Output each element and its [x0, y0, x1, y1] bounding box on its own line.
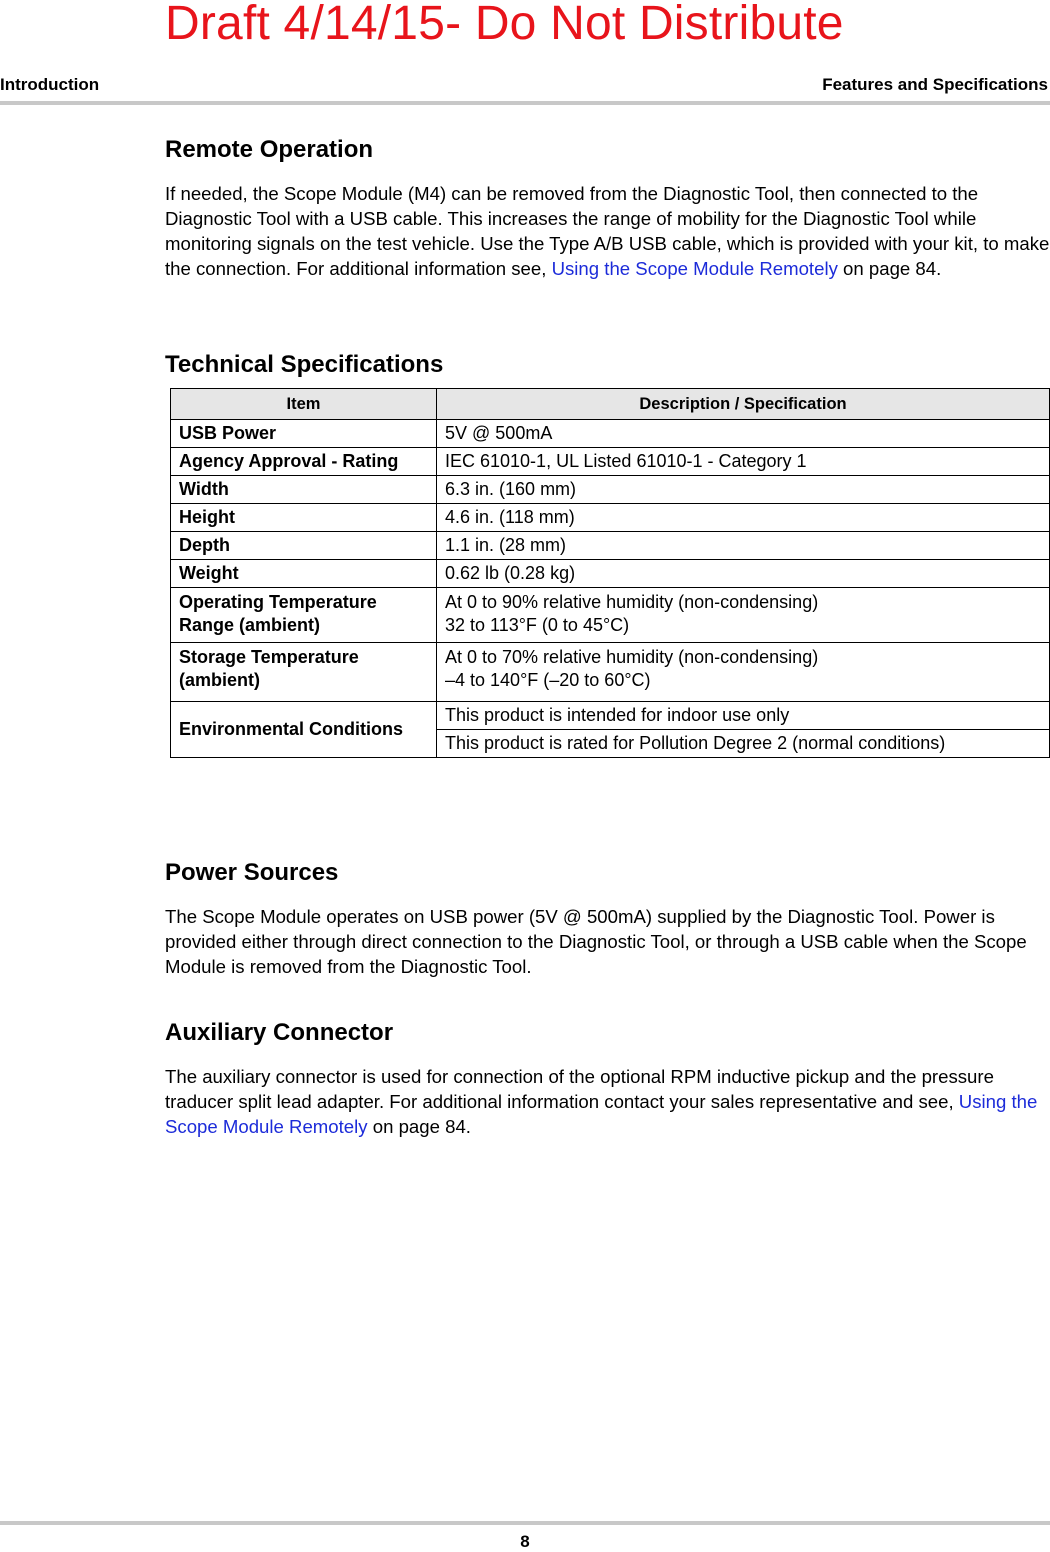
- technical-specifications-heading: Technical Specifications: [165, 351, 444, 378]
- table-row: [171, 420, 1050, 448]
- row-item: USB Power: [171, 420, 437, 448]
- specifications-table: [170, 388, 1050, 758]
- table-header-row: [171, 389, 1050, 420]
- auxiliary-connector-page-ref: on page 84.: [367, 1116, 471, 1137]
- row-description-line: –4 to 140°F (–20 to 60°C): [445, 670, 651, 690]
- row-description: 4.6 in. (118 mm): [437, 504, 1050, 532]
- table-row: [171, 476, 1050, 504]
- column-header-item: Item: [171, 389, 437, 420]
- draft-watermark: Draft 4/14/15- Do Not Distribute: [165, 0, 844, 50]
- row-description: 6.3 in. (160 mm): [437, 476, 1050, 504]
- row-description: 5V @ 500mA: [437, 420, 1050, 448]
- row-description: IEC 61010-1, UL Listed 61010-1 - Category 1: [437, 448, 1050, 476]
- table-row: [171, 532, 1050, 560]
- table-row: [171, 588, 1050, 643]
- row-description-line: 32 to 113°F (0 to 45°C): [445, 615, 630, 635]
- auxiliary-connector-body: The auxiliary connector is used for connection of the optional RPM inductive pickup and the pressure traducer split lead adapter. For additional information contact your sales representative and see,: [165, 1066, 994, 1112]
- remote-operation-heading: Remote Operation: [165, 136, 374, 163]
- footer-rule: [0, 1521, 1050, 1525]
- row-description: 1.1 in. (28 mm): [437, 532, 1050, 560]
- row-item: Environmental Conditions: [171, 702, 437, 758]
- row-description: 0.62 lb (0.28 kg): [437, 560, 1050, 588]
- row-item: Depth: [171, 532, 437, 560]
- row-description-line: At 0 to 70% relative humidity (non-condensing): [445, 647, 819, 667]
- remote-operation-section: [165, 136, 1050, 281]
- header-chapter: Features and Specifications: [822, 75, 1048, 94]
- table-row: [171, 702, 1050, 730]
- table-row: [171, 448, 1050, 476]
- row-description-line: At 0 to 90% relative humidity (non-condensing): [445, 592, 819, 612]
- power-sources-text: The Scope Module operates on USB power (5V @ 500mA) supplied by the Diagnostic Tool. Power is provided either through direct connection to the Diagnostic Tool, or through a USB cable when the Scope Module is removed from the Diagnostic Tool.: [165, 906, 1027, 977]
- remote-operation-page-ref: on page 84.: [837, 258, 942, 279]
- auxiliary-connector-heading: Auxiliary Connector: [165, 1019, 394, 1046]
- column-header-description: Description / Specification: [437, 389, 1050, 420]
- power-sources-section: [165, 859, 1050, 979]
- remote-operation-link[interactable]: Using the Scope Module Remotely: [551, 258, 838, 279]
- row-item: Operating Temperature Range (ambient): [171, 588, 437, 643]
- remote-operation-text: [165, 181, 1050, 281]
- table-row: [171, 560, 1050, 588]
- header-section: Introduction: [0, 75, 100, 94]
- page-number: 8: [520, 1532, 530, 1551]
- remote-operation-body: If needed, the Scope Module (M4) can be removed from the Diagnostic Tool, then connected to the Diagnostic Tool with a USB cable. This increases the range of mobility for the Diagnostic Tool while monitoring signals on the test vehicle. Use the Type A/B USB cable, which is provided with your kit, to make the connection. For additional information see,: [165, 183, 1050, 279]
- table-row: [171, 504, 1050, 532]
- header-rule: [0, 101, 1050, 105]
- auxiliary-connector-section: [165, 1019, 1050, 1139]
- row-description: This product is rated for Pollution Degree 2 (normal conditions): [437, 730, 1050, 758]
- row-item: Weight: [171, 560, 437, 588]
- power-sources-heading: Power Sources: [165, 859, 339, 886]
- row-item: Height: [171, 504, 437, 532]
- auxiliary-connector-link[interactable]: Using the Scope Module Remotely: [165, 1091, 1038, 1137]
- table-row: [171, 643, 1050, 702]
- row-item: Storage Temperature (ambient): [171, 643, 437, 702]
- row-item: Agency Approval - Rating: [171, 448, 437, 476]
- row-description: This product is intended for indoor use only: [437, 702, 1050, 730]
- row-description: [437, 588, 1050, 643]
- row-item: Width: [171, 476, 437, 504]
- technical-specifications-section: [165, 351, 1050, 379]
- auxiliary-connector-text: [165, 1064, 1050, 1139]
- row-description: [437, 643, 1050, 702]
